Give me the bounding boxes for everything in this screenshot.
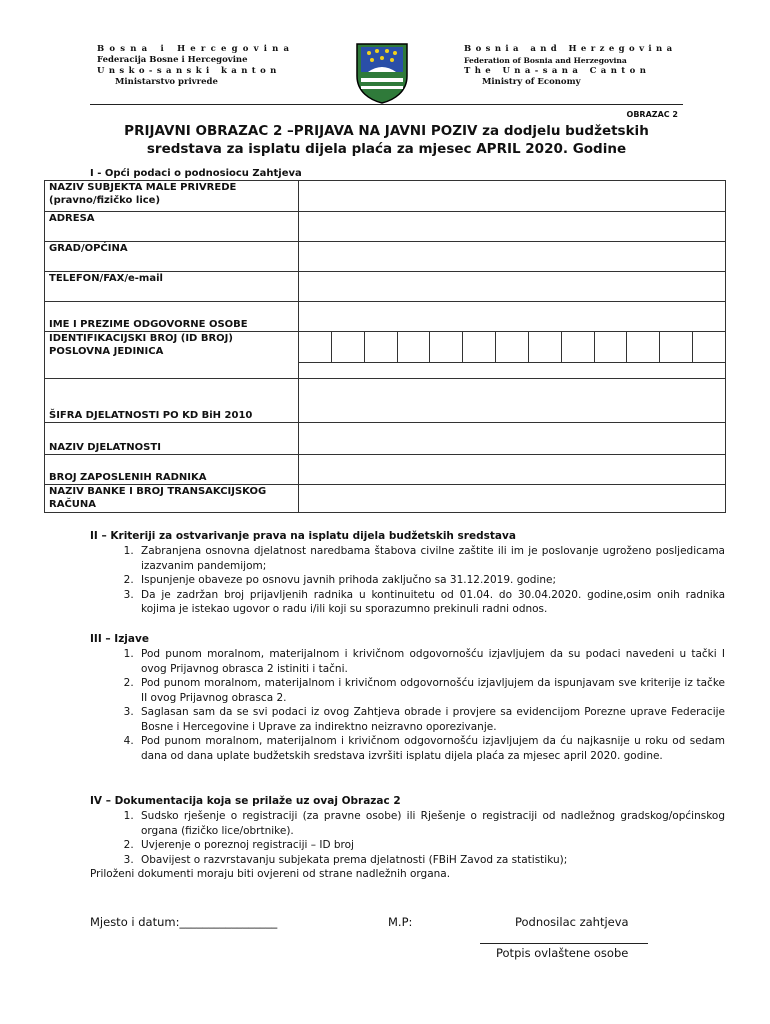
activity-code-field[interactable] [299,379,726,423]
list-item: 1. Sudsko rješenje o registraciji (za pravne osobe) ili Rješenje o registraciji od nadležnog gradskog/općinskog organa (fizičko lice/obrtnike). [137,809,725,838]
title-line: PRIJAVNI OBRAZAC 2 –PRIJAVA NA JAVNI POZIV za dodjelu budžetskih [124,123,649,139]
section1-heading: I - Opći podaci o podnosiocu Zahtjeva [90,168,302,179]
list-item: 3. Saglasan sam da se svi podaci iz ovog Zahtjeva obrade i provjere sa evidencijom Porezne uprave Federacije Bosne i Hercegovine i Uprave za indirektno neizravno oporezivanje. [137,705,725,734]
section2-heading: II – Kriteriji za ostvarivanje prava na isplatu dijela budžetskih sredstava [90,530,516,542]
header-left-line: Federacija Bosne i Hercegovine [97,55,248,65]
id-digit-box[interactable] [496,332,529,362]
id-digit-box[interactable] [398,332,431,362]
applicant-form-table [44,180,726,513]
header-left-line: Bosna i Hercegovina [97,44,295,54]
id-digit-box[interactable] [660,332,693,362]
responsible-person-field[interactable] [299,302,726,332]
id-digit-boxes [299,332,725,362]
place-date-field[interactable]: Mjesto i datum:_________________ [90,915,278,929]
field-label: TELEFON/FAX/e-mail [45,272,299,302]
stamp-label: M.P: [388,915,413,929]
id-digit-box[interactable] [365,332,398,362]
id-digit-box[interactable] [595,332,628,362]
criteria-list [92,544,725,617]
applicant-label: Podnosilac zahtjeva [515,915,629,929]
header-right [464,44,684,88]
id-digit-box[interactable] [529,332,562,362]
address-field[interactable] [299,212,726,242]
field-label: NAZIV SUBJEKTA MALE PRIVREDE (pravno/fizičko lice) [45,181,299,212]
business-unit-field[interactable] [299,363,726,379]
list-item: 2. Ispunjenje obaveze po osnovu javnih prihoda zaključno sa 31.12.2019. godine; [137,573,725,588]
documents-note: Priloženi dokumenti moraju biti ovjereni od strane nadležnih organa. [90,868,451,880]
list-item: 2. Uvjerenje o poreznoj registraciji – ID broj [137,838,725,853]
bank-account-field[interactable] [299,485,726,513]
list-item: 3. Da je zadržan broj prijavljenih radnika u kontinuitetu od 01.04. do 30.04.2020. godine,osim onih radnika kojima je istekao ugovor o radu i/ili koji su sporazumno prekinuli radni odnos. [137,588,725,617]
field-label: IME I PREZIME ODGOVORNE OSOBE [45,302,299,332]
id-digit-box[interactable] [693,332,725,362]
page-title [90,122,683,158]
contact-field[interactable] [299,272,726,302]
header-right-line: Ministry of Economy [482,77,581,87]
id-digit-box[interactable] [463,332,496,362]
id-number-field[interactable] [299,332,726,363]
field-label: NAZIV DJELATNOSTI [45,423,299,455]
id-digit-box[interactable] [562,332,595,362]
header-left-line: Ministarstvo privrede [115,77,218,87]
city-field[interactable] [299,242,726,272]
header-right-line: Federation of Bosnia and Herzegovina [464,56,627,65]
company-name-field[interactable] [299,181,726,212]
header-right-line: Bosnia and Herzegovina [464,44,677,54]
field-label: ADRESA [45,212,299,242]
id-digit-box[interactable] [299,332,332,362]
list-item: 2. Pod punom moralnom, materijalnom i krivičnom odgovornošću izjavljujem da ispunjavam sve kriterije iz tačke II ovog Prijavnog obrasca 2. [137,676,725,705]
header-right-line: The Una-sana Canton [464,66,651,76]
header-left [97,44,327,88]
id-digit-box[interactable] [430,332,463,362]
activity-name-field[interactable] [299,423,726,455]
id-digit-box[interactable] [627,332,660,362]
field-label: IDENTIFIKACIJSKI BROJ (ID BROJ) POSLOVNA JEDINICA [45,332,299,379]
coat-of-arms-icon [354,42,410,104]
list-item: 4. Pod punom moralnom, materijalnom i krivičnom odgovornošću izjavljujem da ću najkasnije u roku od sedam dana od dana uplate budžetskih sredstava izvršiti isplatu dijela plaća za mjesec april 2020. godine. [137,734,725,763]
form-code: OBRAZAC 2 [626,110,678,119]
list-item: 1. Zabranjena osnovna djelatnost naredbama štabova civilne zaštite ili im je poslovanje ugroženo posljedicama izazvanim pandemijom; [137,544,725,573]
employee-count-field[interactable] [299,455,726,485]
header-left-line: Unsko-sanski kanton [97,66,281,76]
id-digit-box[interactable] [332,332,365,362]
section3-heading: III – Izjave [90,633,149,645]
list-item: 1. Pod punom moralnom, materijalnom i krivičnom odgovornošću izjavljujem da su podaci navedeni u tački I ovog Prijavnog obrasca 2 istiniti i tačni. [137,647,725,676]
title-line: sredstava za isplatu dijela plaća za mjesec APRIL 2020. Godine [146,141,627,157]
documents-list [92,809,725,867]
field-label: GRAD/OPĆINA [45,242,299,272]
statements-list [92,647,725,763]
list-item: 3. Obavijest o razvrstavanju subjekata prema djelatnosti (FBiH Zavod za statistiku); [137,853,725,868]
section4-heading: IV – Dokumentacija koja se prilaže uz ovaj Obrazac 2 [90,795,401,807]
field-label: BROJ ZAPOSLENIH RADNIKA [45,455,299,485]
signature-line[interactable] [480,943,648,944]
field-label: NAZIV BANKE I BROJ TRANSAKCIJSKOG RAČUNA [45,485,299,513]
authorized-signature-label: Potpis ovlaštene osobe [496,946,629,960]
header-divider [90,104,683,105]
field-label: ŠIFRA DJELATNOSTI PO KD BiH 2010 [45,379,299,423]
